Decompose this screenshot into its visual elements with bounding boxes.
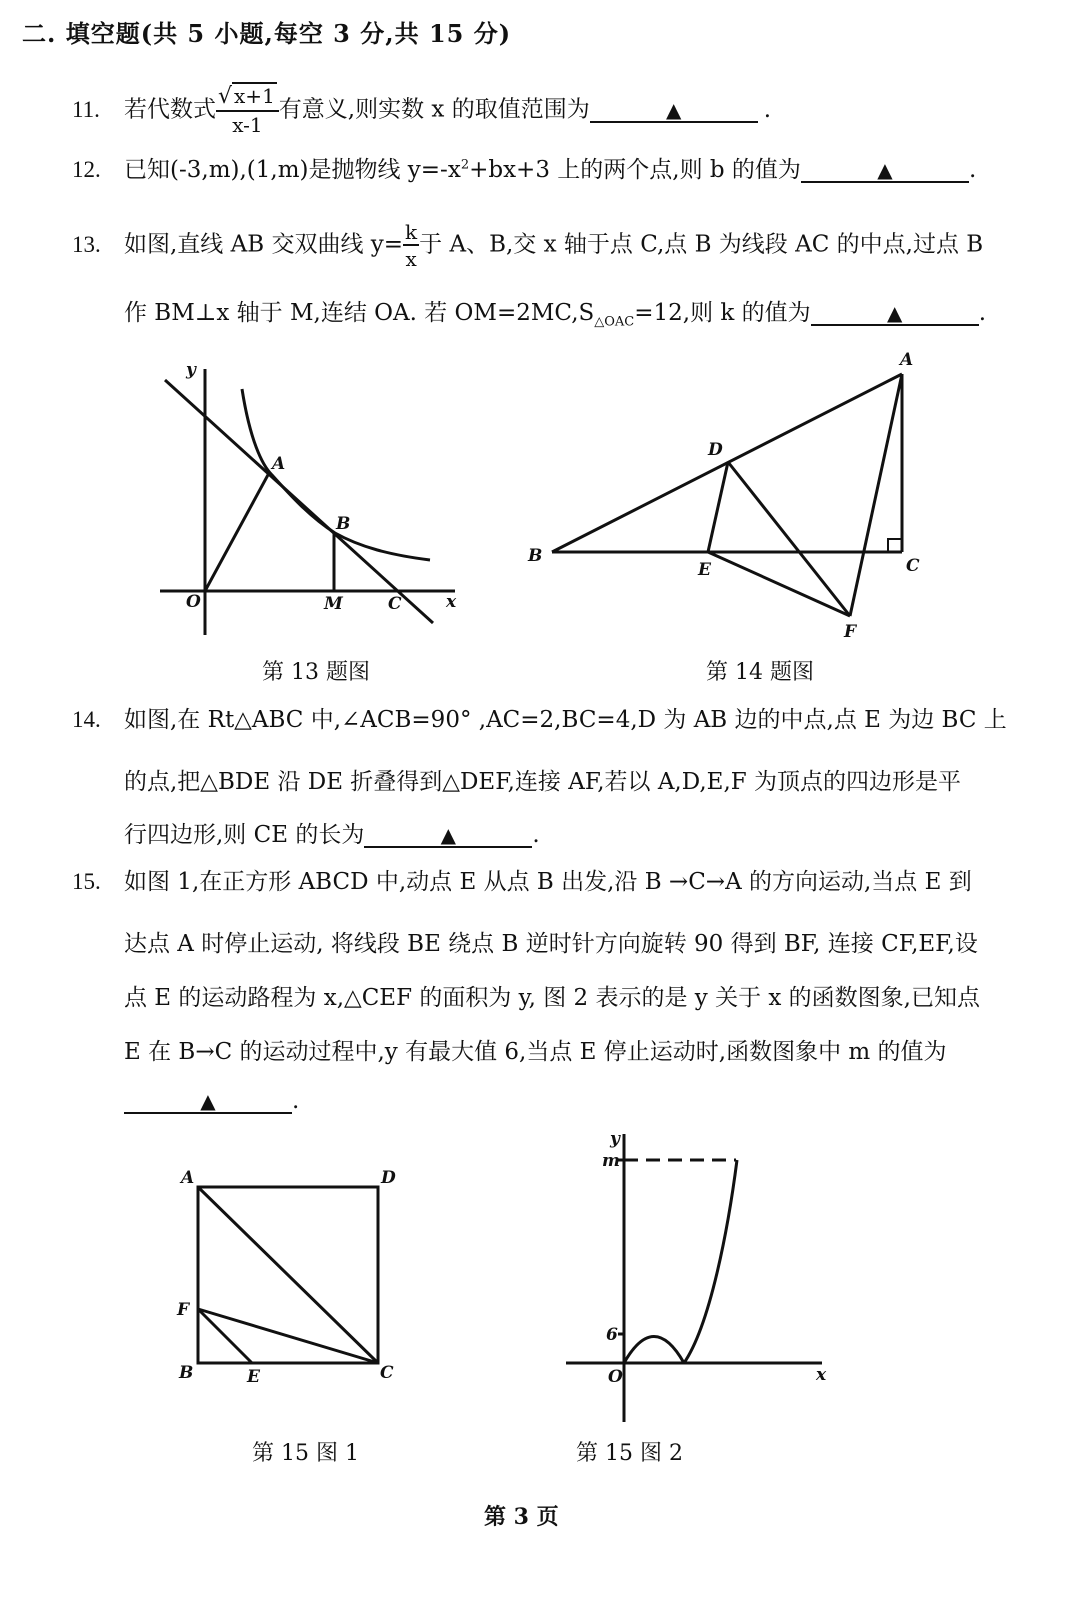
label-b: B (336, 514, 351, 534)
label-b: B (179, 1363, 194, 1383)
figure-15-2 (560, 1120, 840, 1425)
period: . (763, 96, 772, 123)
label-c: C (906, 556, 920, 576)
question-15 (72, 870, 972, 894)
question-14 (72, 708, 1007, 732)
page-number: 第 3 页 (484, 1504, 559, 1530)
label-y: y (610, 1129, 620, 1149)
label-b: B (528, 546, 543, 566)
rising-curve (684, 1160, 737, 1363)
q13-line2-post: =12,则 k 的值为 (634, 300, 811, 326)
label-f: F (844, 622, 857, 642)
label-a: A (181, 1168, 195, 1188)
q11-sqrt-content: x+1 (234, 84, 275, 108)
question-number: 12. (72, 157, 101, 182)
period: . (292, 1088, 300, 1114)
segment-af (850, 374, 902, 616)
hyperbola-curve (242, 389, 430, 560)
label-e: E (247, 1367, 260, 1387)
answer-blank[interactable]: ▲ (364, 824, 532, 848)
label-e: E (698, 560, 711, 580)
segment-oa (205, 473, 269, 591)
figure-14-caption: 第 14 题图 (706, 660, 814, 685)
label-a: A (272, 454, 286, 474)
label-d: D (708, 440, 723, 460)
q14-line3: 行四边形,则 CE 的长为 (124, 822, 365, 848)
q11-pre: 若代数式 (124, 96, 216, 123)
label-o: O (186, 592, 201, 612)
q11-denominator: x-1 (232, 113, 263, 137)
question-number: 13. (72, 231, 101, 257)
label-f: F (177, 1300, 190, 1320)
answer-blank[interactable]: ▲ (590, 99, 758, 123)
question-number: 14. (72, 707, 101, 732)
q11-fraction (216, 86, 279, 135)
q15-line4: E 在 B→C 的运动过程中,y 有最大值 6,当点 E 停止运动时,函数图象中 m 的值为 (124, 1039, 947, 1065)
sqrt-symbol: √ (218, 84, 233, 109)
q13-line2-pre: 作 BM⊥x 轴于 M,连结 OA. 若 OM=2MC,S (124, 300, 595, 326)
figure-15-1-caption: 第 15 图 1 (252, 1441, 359, 1466)
q13-frac-den: x (405, 247, 417, 271)
q13-subscript: △OAC (594, 314, 635, 330)
label-m: m (602, 1151, 620, 1171)
figure-13 (150, 355, 470, 645)
question-number: 15. (72, 869, 101, 894)
label-six: 6 (606, 1325, 618, 1345)
question-11 (72, 86, 771, 135)
figure-15-2-caption: 第 15 图 2 (576, 1441, 683, 1466)
period: . (968, 157, 977, 183)
period: . (532, 822, 540, 848)
answer-blank[interactable]: ▲ (124, 1090, 292, 1114)
label-m: M (324, 594, 343, 614)
figure-14 (520, 345, 940, 645)
q11-post: 有意义,则实数 x 的取值范围为 (278, 96, 590, 123)
q12-text2: +bx+3 上的两个点,则 b 的值为 (469, 157, 801, 183)
period: . (978, 300, 986, 326)
answer-blank[interactable]: ▲ (801, 159, 969, 183)
parabola-segment (624, 1337, 684, 1364)
q15-line2: 达点 A 时停止运动, 将线段 BE 绕点 B 逆时针方向旋转 90 得到 BF, 连接 CF,EF,设 (124, 931, 978, 957)
label-c: C (388, 594, 402, 614)
question-13-line2 (124, 294, 986, 330)
q13-post: 于 A、B,交 x 轴于点 C,点 B 为线段 AC 的中点,过点 B (419, 231, 984, 258)
figure-13-caption: 第 13 题图 (262, 660, 370, 685)
right-angle-mark (888, 539, 902, 552)
q13-fraction (403, 222, 419, 269)
question-14-line3 (124, 816, 540, 849)
question-number: 11. (72, 96, 100, 122)
segment-df (728, 462, 850, 616)
label-d: D (381, 1168, 396, 1188)
q15-line3: 点 E 的运动路程为 x,△CEF 的面积为 y, 图 2 表示的是 y 关于 x 的函数图象,已知点 (124, 985, 980, 1011)
label-x: x (816, 1365, 827, 1385)
q12-superscript: 2 (460, 157, 470, 173)
label-o: O (608, 1367, 623, 1387)
q14-line1: 如图,在 Rt△ABC 中,∠ACB=90° ,AC=2,BC=4,D 为 AB 边的中点,点 E 为边 BC 上 (124, 707, 1007, 733)
segment-ef (708, 552, 850, 616)
label-y: y (186, 360, 196, 380)
figure-15-1 (165, 1160, 415, 1395)
question-13 (72, 222, 983, 269)
answer-blank[interactable]: ▲ (811, 302, 979, 326)
q13-frac-num: k (405, 220, 418, 244)
q12-text: 已知(-3,m),(1,m)是抛物线 y=-x (124, 157, 461, 183)
question-12 (72, 158, 976, 183)
q13-pre: 如图,直线 AB 交双曲线 y= (124, 231, 404, 258)
question-15-line5 (124, 1088, 299, 1114)
label-x: x (446, 592, 457, 612)
q15-line1: 如图 1,在正方形 ABCD 中,动点 E 从点 B 出发,沿 B →C→A 的方向运动,当点 E 到 (124, 869, 972, 895)
q14-line2: 的点,把△BDE 沿 DE 折叠得到△DEF,连接 AF,若以 A,D,E,F 为顶点的四边形是平 (124, 769, 962, 795)
segment-de (708, 462, 728, 552)
label-a: A (900, 350, 914, 370)
section-title: 二. 填空题(共 5 小题,每空 3 分,共 15 分) (22, 19, 512, 48)
label-c: C (380, 1363, 394, 1383)
